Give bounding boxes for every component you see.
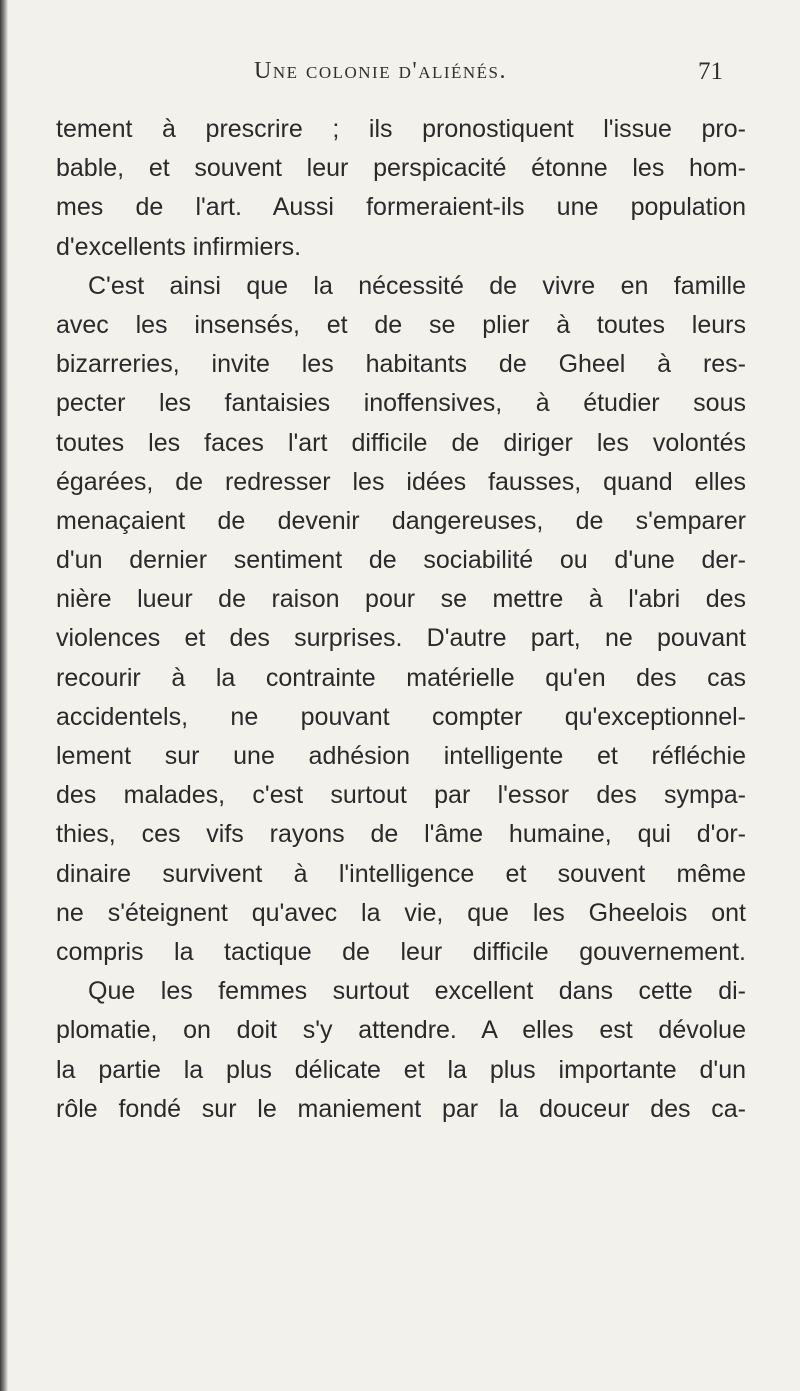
text-line: recourir à la contrainte matérielle qu'en des cas bbox=[56, 663, 746, 692]
text-line: tement à prescrire ; ils pronostiquent l'issue pro- bbox=[56, 115, 746, 143]
text-line: rôle fondé sur le maniement par la douceur des ca- bbox=[56, 1094, 746, 1123]
text-line: d'un dernier sentiment de sociabilité ou d'une der- bbox=[56, 546, 746, 575]
text-line: toutes les faces l'art difficile de diriger les volontés bbox=[56, 428, 746, 457]
running-title: Une colonie d'aliénés. bbox=[254, 58, 508, 84]
text-line: violences et des surprises. D'autre part, ne pouvant bbox=[56, 624, 746, 653]
text-line: Que les femmes surtout excellent dans cette di- bbox=[88, 977, 746, 1006]
text-line: d'excellents infirmiers. bbox=[56, 232, 302, 261]
text-line: compris la tactique de leur difficile gouvernement. bbox=[56, 937, 746, 966]
text-line: menaçaient de devenir dangereuses, de s'emparer bbox=[56, 506, 746, 535]
text-line: des malades, c'est surtout par l'essor des sympa- bbox=[56, 781, 746, 810]
text-line: ne s'éteignent qu'avec la vie, que les Gheelois ont bbox=[56, 898, 746, 927]
text-line: pecter les fantaisies inoffensives, à étudier sous bbox=[56, 389, 746, 418]
text-line: thies, ces vifs rayons de l'âme humaine, qui d'or- bbox=[56, 820, 746, 849]
text-line: bizarreries, invite les habitants de Gheel à res- bbox=[56, 350, 746, 379]
text-line: égarées, de redresser les idées fausses, quand elles bbox=[56, 467, 746, 496]
page-number: 71 bbox=[698, 58, 723, 85]
page-header bbox=[0, 58, 800, 98]
text-line: bable, et souvent leur perspicacité étonne les hom- bbox=[56, 154, 746, 183]
text-line: plomatie, on doit s'y attendre. A elles est dévolue bbox=[56, 1016, 746, 1045]
page-binding-edge bbox=[0, 0, 8, 1391]
text-line: mes de l'art. Aussi formeraient-ils une population bbox=[56, 193, 746, 222]
text-line: C'est ainsi que la nécessité de vivre en famille bbox=[88, 271, 746, 300]
text-line: lement sur une adhésion intelligente et réfléchie bbox=[56, 742, 746, 770]
text-line: avec les insensés, et de se plier à toutes leurs bbox=[56, 310, 746, 339]
text-line: la partie la plus délicate et la plus importante d'un bbox=[56, 1055, 746, 1084]
text-line: nière lueur de raison pour se mettre à l'abri des bbox=[56, 585, 746, 614]
body-text bbox=[56, 110, 746, 1129]
text-line: dinaire survivent à l'intelligence et souvent même bbox=[56, 859, 746, 888]
text-line: accidentels, ne pouvant compter qu'exceptionnel- bbox=[56, 702, 746, 731]
